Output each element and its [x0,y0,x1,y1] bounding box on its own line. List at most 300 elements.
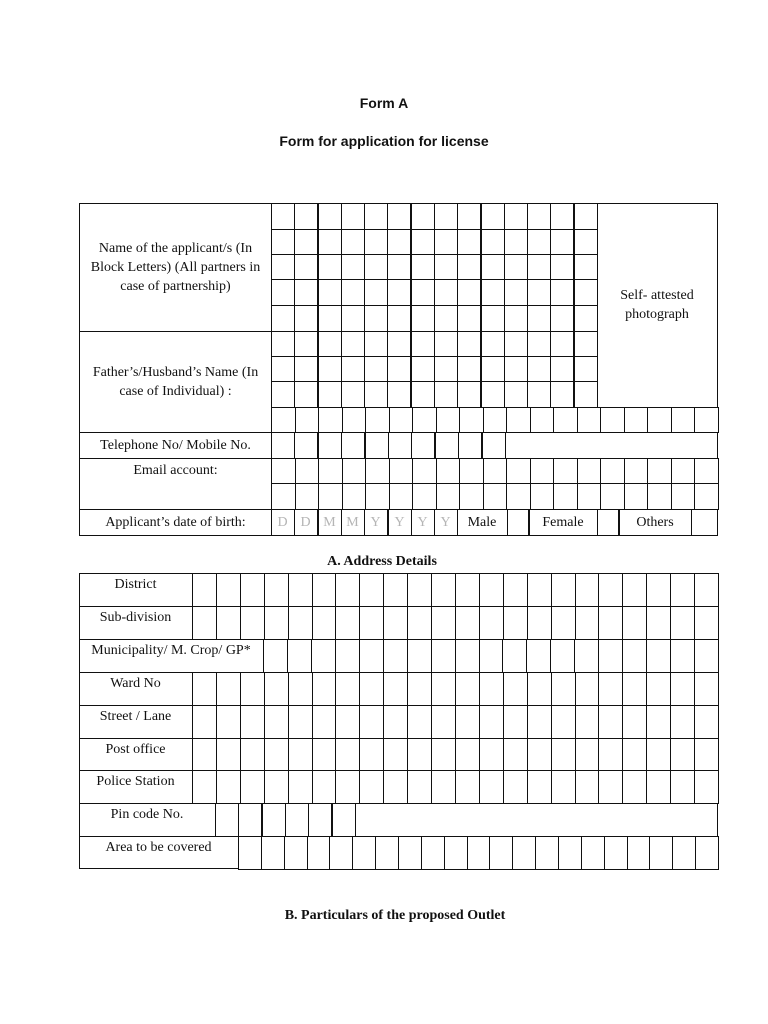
address-input-cell[interactable] [670,705,695,739]
father-name-letter-cell[interactable] [550,331,574,357]
address-input-cell[interactable] [694,705,719,739]
address-input-cell[interactable] [240,705,265,739]
address-input-cell[interactable] [383,738,408,771]
father-name-letter-cell[interactable] [364,356,388,382]
address-input-cell[interactable] [192,770,217,804]
phone-digit-cell[interactable] [458,432,482,459]
name-letter-cell[interactable] [387,203,411,230]
father-name-letter-cell[interactable] [295,407,320,433]
address-input-cell[interactable] [479,573,504,607]
email-char-cell[interactable] [389,483,414,510]
name-letter-cell[interactable] [574,254,598,280]
address-input-cell[interactable] [444,836,468,870]
address-input-cell[interactable] [479,639,504,673]
name-letter-cell[interactable] [504,229,528,255]
name-letter-cell[interactable] [318,254,342,280]
father-name-letter-cell[interactable] [411,381,435,408]
father-name-letter-cell[interactable] [527,381,551,408]
address-input-cell[interactable] [407,738,432,771]
father-name-letter-cell[interactable] [504,381,528,408]
name-letter-cell[interactable] [550,305,574,332]
address-input-cell[interactable] [646,738,671,771]
address-input-cell[interactable] [421,836,445,870]
father-name-letter-cell[interactable] [457,331,481,357]
address-input-cell[interactable] [503,606,528,640]
father-name-letter-cell[interactable] [294,331,318,357]
address-input-cell[interactable] [694,738,719,771]
address-input-cell[interactable] [646,672,671,706]
address-input-cell[interactable] [503,738,528,771]
address-input-cell[interactable] [288,573,313,607]
address-input-cell[interactable] [216,573,241,607]
address-input-cell[interactable] [307,836,331,870]
address-input-cell[interactable] [352,836,376,870]
address-input-cell[interactable] [192,672,217,706]
name-letter-cell[interactable] [364,305,388,332]
name-letter-cell[interactable] [294,279,318,306]
address-input-cell[interactable] [670,639,695,673]
address-input-cell[interactable] [646,770,671,804]
name-letter-cell[interactable] [411,305,435,332]
address-input-cell[interactable] [535,836,559,870]
gender-others-checkbox[interactable] [691,509,718,536]
name-letter-cell[interactable] [481,279,505,306]
address-input-cell[interactable] [479,705,504,739]
name-letter-cell[interactable] [481,254,505,280]
email-char-cell[interactable] [671,483,696,510]
address-input-cell[interactable] [527,770,552,804]
address-input-cell[interactable] [646,705,671,739]
name-letter-cell[interactable] [271,305,295,332]
address-input-cell[interactable] [646,639,671,673]
email-char-cell[interactable] [694,483,719,510]
address-input-cell[interactable] [192,606,217,640]
father-name-letter-cell[interactable] [411,331,435,357]
address-input-cell[interactable] [695,836,719,870]
address-input-cell[interactable] [192,738,217,771]
address-input-cell[interactable] [192,573,217,607]
address-input-cell[interactable] [431,738,456,771]
name-letter-cell[interactable] [411,279,435,306]
email-char-cell[interactable] [459,458,484,484]
address-input-cell[interactable] [335,672,360,706]
father-name-letter-cell[interactable] [318,381,342,408]
address-input-cell[interactable] [383,672,408,706]
address-input-cell[interactable] [575,573,600,607]
father-name-letter-cell[interactable] [318,407,343,433]
address-input-cell[interactable] [407,606,432,640]
father-name-letter-cell[interactable] [341,356,365,382]
address-input-cell[interactable] [238,803,262,837]
father-name-letter-cell[interactable] [574,381,598,408]
address-input-cell[interactable] [383,639,408,673]
name-letter-cell[interactable] [504,254,528,280]
email-char-cell[interactable] [389,458,414,484]
address-input-cell[interactable] [622,639,647,673]
name-letter-cell[interactable] [271,254,295,280]
email-char-cell[interactable] [530,483,555,510]
father-name-letter-cell[interactable] [574,356,598,382]
name-letter-cell[interactable] [294,203,318,230]
name-letter-cell[interactable] [318,279,342,306]
address-input-cell[interactable] [332,803,356,837]
name-letter-cell[interactable] [318,229,342,255]
address-input-cell[interactable] [359,705,384,739]
father-name-letter-cell[interactable] [411,356,435,382]
address-input-cell[interactable] [431,606,456,640]
father-name-letter-cell[interactable] [600,407,625,433]
address-input-cell[interactable] [526,639,551,673]
address-input-cell[interactable] [216,606,241,640]
address-input-cell[interactable] [598,770,623,804]
address-input-cell[interactable] [622,606,647,640]
name-letter-cell[interactable] [364,203,388,230]
address-input-cell[interactable] [335,770,360,804]
name-letter-cell[interactable] [527,305,551,332]
email-char-cell[interactable] [647,483,672,510]
address-input-cell[interactable] [240,738,265,771]
name-letter-cell[interactable] [527,279,551,306]
father-name-letter-cell[interactable] [271,356,295,382]
address-input-cell[interactable] [581,836,605,870]
address-input-cell[interactable] [512,836,536,870]
name-letter-cell[interactable] [574,229,598,255]
name-letter-cell[interactable] [550,254,574,280]
address-input-cell[interactable] [216,738,241,771]
father-name-letter-cell[interactable] [694,407,719,433]
email-char-cell[interactable] [483,458,508,484]
father-name-letter-cell[interactable] [294,356,318,382]
phone-digit-cell[interactable] [294,432,318,459]
address-input-cell[interactable] [670,573,695,607]
address-input-cell[interactable] [479,672,504,706]
address-input-cell[interactable] [502,639,527,673]
address-input-cell[interactable] [649,836,673,870]
email-char-cell[interactable] [412,483,437,510]
address-input-cell[interactable] [335,573,360,607]
email-char-cell[interactable] [553,458,578,484]
address-input-cell[interactable] [264,672,289,706]
address-input-cell[interactable] [575,606,600,640]
phone-digit-cell[interactable] [365,432,389,459]
address-input-cell[interactable] [264,705,289,739]
address-input-cell[interactable] [375,836,399,870]
name-letter-cell[interactable] [387,229,411,255]
name-letter-cell[interactable] [294,254,318,280]
father-name-letter-cell[interactable] [294,381,318,408]
father-name-letter-cell[interactable] [624,407,649,433]
name-letter-cell[interactable] [481,229,505,255]
father-name-letter-cell[interactable] [481,331,505,357]
name-letter-cell[interactable] [434,229,458,255]
father-name-letter-cell[interactable] [483,407,508,433]
address-input-cell[interactable] [335,705,360,739]
name-letter-cell[interactable] [574,305,598,332]
name-letter-cell[interactable] [504,305,528,332]
address-input-cell[interactable] [216,770,241,804]
address-input-cell[interactable] [622,672,647,706]
father-name-letter-cell[interactable] [457,356,481,382]
father-name-letter-cell[interactable] [577,407,602,433]
father-name-letter-cell[interactable] [436,407,461,433]
father-name-letter-cell[interactable] [434,356,458,382]
phone-digit-cell[interactable] [482,432,506,459]
name-letter-cell[interactable] [294,305,318,332]
address-input-cell[interactable] [575,705,600,739]
address-input-cell[interactable] [575,770,600,804]
name-letter-cell[interactable] [318,203,342,230]
address-input-cell[interactable] [551,573,576,607]
father-name-letter-cell[interactable] [550,381,574,408]
name-letter-cell[interactable] [434,203,458,230]
address-input-cell[interactable] [359,672,384,706]
address-input-cell[interactable] [407,770,432,804]
address-input-cell[interactable] [383,705,408,739]
email-char-cell[interactable] [577,458,602,484]
name-letter-cell[interactable] [527,229,551,255]
email-char-cell[interactable] [271,483,296,510]
address-input-cell[interactable] [622,770,647,804]
name-letter-cell[interactable] [271,279,295,306]
address-input-cell[interactable] [359,639,384,673]
name-letter-cell[interactable] [294,229,318,255]
address-input-cell[interactable] [672,836,696,870]
address-input-cell[interactable] [694,606,719,640]
address-input-cell[interactable] [575,672,600,706]
name-letter-cell[interactable] [387,305,411,332]
name-letter-cell[interactable] [341,229,365,255]
address-input-cell[interactable] [598,672,623,706]
name-letter-cell[interactable] [481,203,505,230]
address-input-cell[interactable] [240,573,265,607]
address-input-cell[interactable] [383,573,408,607]
email-char-cell[interactable] [600,458,625,484]
name-letter-cell[interactable] [457,203,481,230]
address-input-cell[interactable] [407,672,432,706]
address-input-cell[interactable] [264,738,289,771]
address-input-cell[interactable] [238,836,262,870]
address-input-cell[interactable] [604,836,628,870]
address-input-cell[interactable] [312,606,337,640]
address-input-cell[interactable] [646,606,671,640]
address-input-cell[interactable] [551,705,576,739]
name-letter-cell[interactable] [574,279,598,306]
name-letter-cell[interactable] [364,229,388,255]
email-char-cell[interactable] [365,458,390,484]
address-input-cell[interactable] [262,803,286,837]
address-input-cell[interactable] [431,705,456,739]
address-input-cell[interactable] [359,573,384,607]
address-input-cell[interactable] [646,573,671,607]
father-name-letter-cell[interactable] [318,356,342,382]
phone-digit-cell[interactable] [271,432,295,459]
address-input-cell[interactable] [455,770,480,804]
name-letter-cell[interactable] [411,229,435,255]
email-char-cell[interactable] [506,458,531,484]
name-letter-cell[interactable] [481,305,505,332]
father-name-letter-cell[interactable] [647,407,672,433]
address-input-cell[interactable] [479,738,504,771]
name-letter-cell[interactable] [504,203,528,230]
email-char-cell[interactable] [342,483,367,510]
address-input-cell[interactable] [598,738,623,771]
father-name-letter-cell[interactable] [574,331,598,357]
name-letter-cell[interactable] [527,203,551,230]
address-input-cell[interactable] [383,770,408,804]
address-input-cell[interactable] [479,770,504,804]
address-input-cell[interactable] [558,836,582,870]
name-letter-cell[interactable] [504,279,528,306]
name-letter-cell[interactable] [341,203,365,230]
address-input-cell[interactable] [479,606,504,640]
address-input-cell[interactable] [192,705,217,739]
father-name-letter-cell[interactable] [341,381,365,408]
father-name-letter-cell[interactable] [364,381,388,408]
address-input-cell[interactable] [598,573,623,607]
address-input-cell[interactable] [359,738,384,771]
address-input-cell[interactable] [694,672,719,706]
father-name-letter-cell[interactable] [550,356,574,382]
address-input-cell[interactable] [503,672,528,706]
address-input-cell[interactable] [312,672,337,706]
address-input-cell[interactable] [261,836,285,870]
father-name-letter-cell[interactable] [365,407,390,433]
father-name-letter-cell[interactable] [341,331,365,357]
father-name-letter-cell[interactable] [434,331,458,357]
email-char-cell[interactable] [436,458,461,484]
name-letter-cell[interactable] [341,305,365,332]
address-input-cell[interactable] [240,606,265,640]
email-char-cell[interactable] [506,483,531,510]
address-input-cell[interactable] [312,573,337,607]
name-letter-cell[interactable] [364,279,388,306]
father-name-letter-cell[interactable] [457,381,481,408]
father-name-letter-cell[interactable] [504,356,528,382]
address-input-cell[interactable] [503,705,528,739]
address-input-cell[interactable] [503,770,528,804]
gender-male-checkbox[interactable] [507,509,529,536]
father-name-letter-cell[interactable] [412,407,437,433]
address-input-cell[interactable] [455,639,480,673]
phone-digit-cell[interactable] [435,432,459,459]
address-input-cell[interactable] [431,770,456,804]
email-char-cell[interactable] [342,458,367,484]
email-char-cell[interactable] [295,483,320,510]
address-input-cell[interactable] [308,803,332,837]
father-name-letter-cell[interactable] [527,331,551,357]
email-char-cell[interactable] [671,458,696,484]
email-char-cell[interactable] [694,458,719,484]
father-name-letter-cell[interactable] [481,356,505,382]
address-input-cell[interactable] [622,705,647,739]
name-letter-cell[interactable] [318,305,342,332]
address-input-cell[interactable] [670,770,695,804]
name-letter-cell[interactable] [411,254,435,280]
address-input-cell[interactable] [455,738,480,771]
father-name-letter-cell[interactable] [459,407,484,433]
name-letter-cell[interactable] [387,279,411,306]
name-letter-cell[interactable] [457,279,481,306]
name-letter-cell[interactable] [527,254,551,280]
father-name-letter-cell[interactable] [387,356,411,382]
address-input-cell[interactable] [575,738,600,771]
address-input-cell[interactable] [489,836,513,870]
address-input-cell[interactable] [288,705,313,739]
address-input-cell[interactable] [551,606,576,640]
address-input-cell[interactable] [527,606,552,640]
address-input-cell[interactable] [383,606,408,640]
address-input-cell[interactable] [574,639,599,673]
address-input-cell[interactable] [551,738,576,771]
address-input-cell[interactable] [264,573,289,607]
address-input-cell[interactable] [335,738,360,771]
address-input-cell[interactable] [627,836,651,870]
address-input-cell[interactable] [216,672,241,706]
address-input-cell[interactable] [527,738,552,771]
name-letter-cell[interactable] [434,254,458,280]
address-input-cell[interactable] [312,705,337,739]
phone-digit-cell[interactable] [388,432,412,459]
address-input-cell[interactable] [598,606,623,640]
email-char-cell[interactable] [624,483,649,510]
email-char-cell[interactable] [365,483,390,510]
name-letter-cell[interactable] [457,229,481,255]
name-letter-cell[interactable] [341,279,365,306]
address-input-cell[interactable] [694,639,719,673]
address-input-cell[interactable] [622,573,647,607]
name-letter-cell[interactable] [550,229,574,255]
father-name-letter-cell[interactable] [271,331,295,357]
father-name-letter-cell[interactable] [553,407,578,433]
father-name-letter-cell[interactable] [387,381,411,408]
address-input-cell[interactable] [694,770,719,804]
father-name-letter-cell[interactable] [342,407,367,433]
address-input-cell[interactable] [431,672,456,706]
email-char-cell[interactable] [318,483,343,510]
address-input-cell[interactable] [670,606,695,640]
name-letter-cell[interactable] [434,305,458,332]
father-name-letter-cell[interactable] [318,331,342,357]
email-char-cell[interactable] [600,483,625,510]
address-input-cell[interactable] [264,606,289,640]
address-input-cell[interactable] [240,672,265,706]
address-input-cell[interactable] [288,770,313,804]
address-input-cell[interactable] [359,770,384,804]
father-name-letter-cell[interactable] [671,407,696,433]
address-input-cell[interactable] [551,770,576,804]
address-input-cell[interactable] [288,738,313,771]
address-input-cell[interactable] [527,705,552,739]
name-letter-cell[interactable] [434,279,458,306]
name-letter-cell[interactable] [411,203,435,230]
email-char-cell[interactable] [553,483,578,510]
phone-digit-cell[interactable] [318,432,342,459]
address-input-cell[interactable] [503,573,528,607]
name-letter-cell[interactable] [457,305,481,332]
address-input-cell[interactable] [284,836,308,870]
name-letter-cell[interactable] [364,254,388,280]
address-input-cell[interactable] [407,639,432,673]
address-input-cell[interactable] [285,803,309,837]
address-input-cell[interactable] [312,770,337,804]
email-char-cell[interactable] [530,458,555,484]
name-letter-cell[interactable] [271,203,295,230]
father-name-letter-cell[interactable] [387,331,411,357]
address-input-cell[interactable] [694,573,719,607]
name-letter-cell[interactable] [271,229,295,255]
address-input-cell[interactable] [527,573,552,607]
father-name-letter-cell[interactable] [504,331,528,357]
